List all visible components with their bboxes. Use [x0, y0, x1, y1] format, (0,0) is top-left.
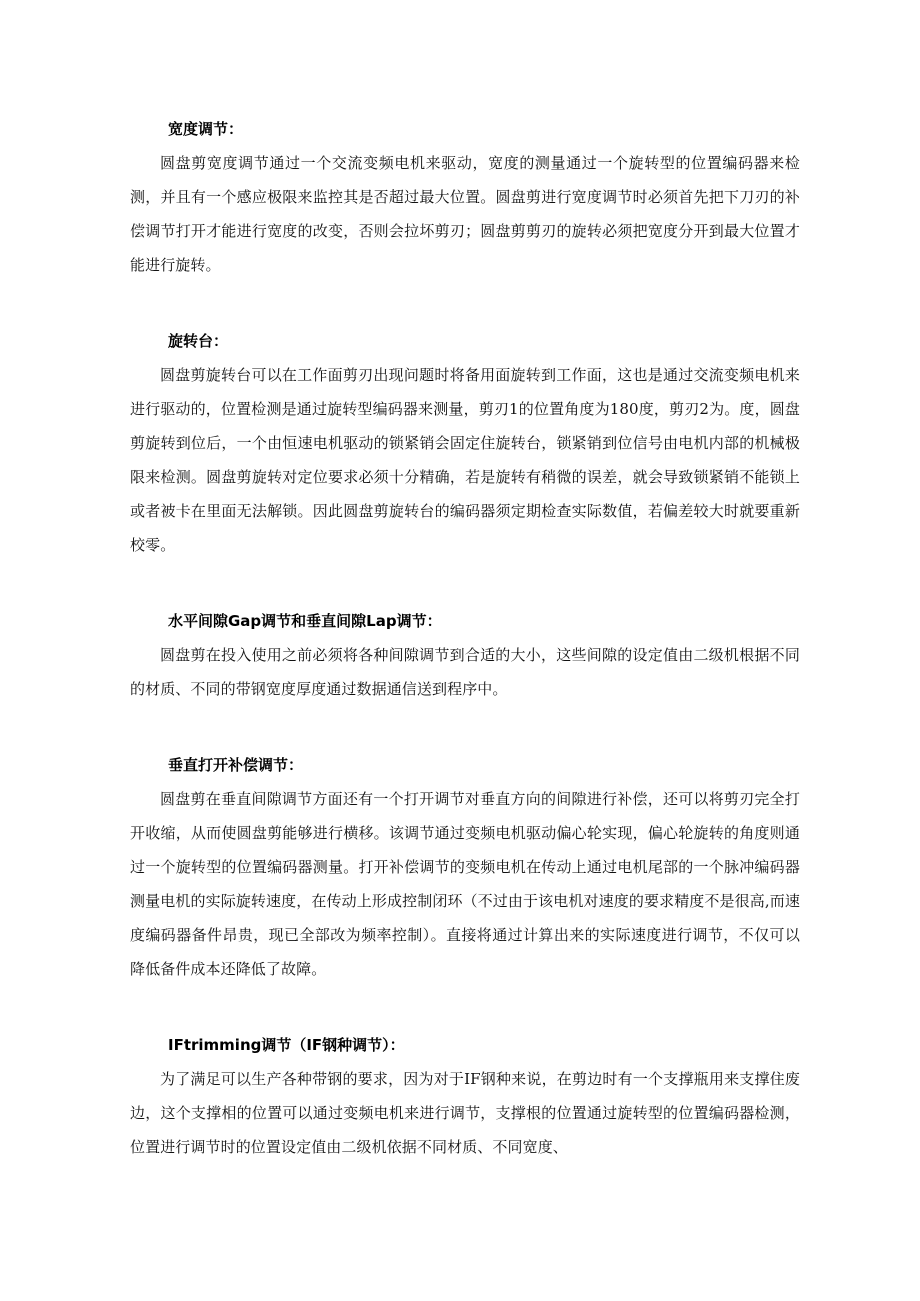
section-gap-lap-adjustment	[130, 604, 800, 706]
section-heading: 水平间隙Gap调节和垂直间隙Lap调节：	[168, 612, 442, 630]
section-paragraph: 圆盘剪在投入使用之前必须将各种间隙调节到合适的大小，这些间隙的设定值由二级机根据不同的材质、不同的带钢宽度厚度通过数据通信送到程序中。	[130, 646, 800, 698]
section-heading: 宽度调节：	[168, 120, 244, 138]
section-vertical-opening-compensation	[130, 748, 800, 986]
section-paragraph: 圆盘剪宽度调节通过一个交流变频电机来驱动，宽度的测量通过一个旋转型的位置编码器来检测，并且有一个感应极限来监控其是否超过最大位置。圆盘剪进行宽度调节时必须首先把下刀刃的补偿调节打开才能进行宽度的改变，否则会拉坏剪刃；圆盘剪剪刃的旋转必须把宽度分开到最大位置才能进行旋转。	[130, 154, 800, 274]
section-paragraph: 为了满足可以生产各种带钢的要求，因为对于IF钢种来说，在剪边时有一个支撑瓶用来支撑住废边，这个支撑相的位置可以通过变频电机来进行调节，支撑根的位置通过旋转型的位置编码器检测，位置进行调节时的位置设定值由二级机依据不同材质、不同宽度、	[130, 1070, 800, 1156]
section-rotary-table	[130, 324, 800, 562]
section-heading: IFtrimming调节（IF钢种调节）：	[168, 1036, 405, 1054]
section-heading: 旋转台：	[168, 332, 229, 350]
section-paragraph: 圆盘剪旋转台可以在工作面剪刃出现问题时将备用面旋转到工作面，这也是通过交流变频电机来进行驱动的，位置检测是通过旋转型编码器来测量，剪刃1的位置角度为180度，剪刃2为。度，圆盘剪旋转到位后，一个由恒速电机驱动的锁紧销会固定住旋转台，锁紧销到位信号由电机内部的机械极限来检测。圆盘剪旋转对定位要求必须十分精确，若是旋转有稍微的误差，就会导致锁紧销不能锁上或者被卡在里面无法解锁。因此圆盘剪旋转台的编码器须定期检查实际数值，若偏差较大时就要重新校零。	[130, 366, 800, 554]
section-heading: 垂直打开补偿调节：	[168, 756, 304, 774]
section-if-trimming-adjustment	[130, 1028, 800, 1164]
section-width-adjustment	[130, 112, 800, 282]
document-content	[130, 112, 800, 1206]
section-paragraph: 圆盘剪在垂直间隙调节方面还有一个打开调节对垂直方向的间隙进行补偿，还可以将剪刃完全打开收缩，从而使圆盘剪能够进行横移。该调节通过变频电机驱动偏心轮实现，偏心轮旋转的角度则通过一个旋转型的位置编码器测量。打开补偿调节的变频电机在传动上通过电机尾部的一个脉冲编码器测量电机的实际旋转速度，在传动上形成控制闭环（不过由于该电机对速度的要求精度不是很高,而速度编码器备件昂贵，现已全部改为频率控制）。直接将通过计算出来的实际速度进行调节，不仅可以降低备件成本还降低了故障。	[130, 790, 800, 978]
